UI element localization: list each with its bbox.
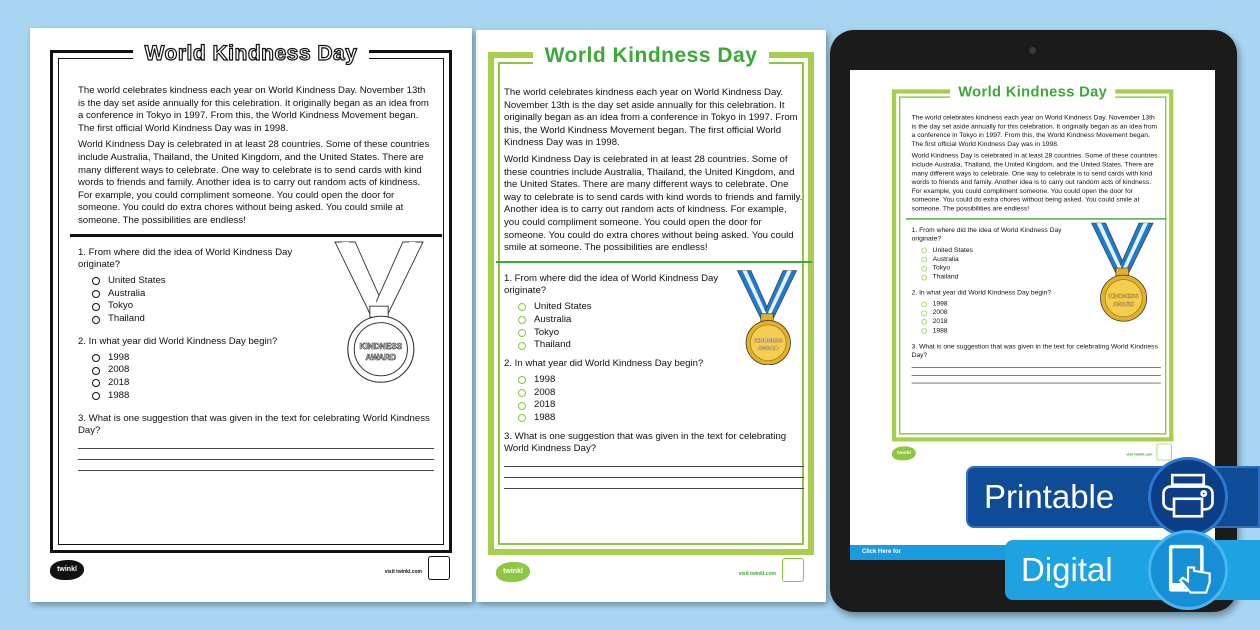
radio-circle-icon[interactable] <box>518 342 526 350</box>
twinkl-logo: twinkl <box>50 560 84 580</box>
questions-column <box>504 273 730 431</box>
paragraph-1: The world celebrates kindness each year on World Kindness Day. November 13th is the day set aside annually for this celebration. It originally began as an idea from a conference in Tokyo in 1997. From this, the World Kindness Movement began. The first official World Kindness Day was in 1998. <box>504 87 798 149</box>
radio-circle-icon[interactable] <box>92 277 100 285</box>
tablet-touch-icon <box>1148 530 1228 610</box>
question-3 <box>78 413 434 438</box>
question-1 <box>78 247 324 326</box>
option-label: 2008 <box>534 386 556 398</box>
answer-option[interactable] <box>518 374 730 387</box>
answer-option[interactable] <box>518 386 730 399</box>
answer-line[interactable] <box>504 488 804 489</box>
radio-circle-icon[interactable] <box>92 379 100 387</box>
radio-circle-icon[interactable] <box>921 266 927 272</box>
radio-circle-icon[interactable] <box>518 329 526 337</box>
option-label: 1988 <box>108 389 130 401</box>
question-text: 3. What is one suggestion that was given in the text for celebrating World Kindness Day? <box>78 412 430 437</box>
radio-circle-icon[interactable] <box>518 303 526 311</box>
answer-option[interactable] <box>921 246 1083 255</box>
radio-circle-icon[interactable] <box>92 392 100 400</box>
option-label: 2018 <box>534 399 556 411</box>
medal-text-1: KINDNESS <box>359 341 403 351</box>
footer-text: visit twinkl.com <box>738 571 776 577</box>
twinkl-logo: twinkl <box>496 562 530 582</box>
question-3 <box>912 343 1161 361</box>
medal-icon <box>730 265 804 365</box>
question-2 <box>504 358 730 425</box>
medal-icon <box>1084 216 1161 321</box>
answer-option[interactable] <box>921 327 1083 336</box>
quality-badge-icon <box>1157 444 1172 461</box>
radio-circle-icon[interactable] <box>518 414 526 422</box>
radio-circle-icon[interactable] <box>92 316 100 324</box>
answer-line[interactable] <box>78 459 434 460</box>
radio-circle-icon[interactable] <box>921 310 927 316</box>
option-label: 1988 <box>932 326 948 335</box>
worksheet-content <box>78 85 434 471</box>
footer-text: visit twinkl.com <box>1126 452 1153 457</box>
answer-option[interactable] <box>92 390 324 403</box>
question-text: 2. In what year did World Kindness Day begin? <box>504 358 704 370</box>
medal-text-2: AWARD <box>365 352 397 362</box>
paragraph-1: The world celebrates kindness each year on World Kindness Day. November 13th is the day set aside annually for this celebration. It originally began as an idea from a conference in Tokyo in 1997. From this, the World Kindness Movement began. The first official World Kindness Day was in 1998. <box>78 85 429 134</box>
option-label: 1998 <box>534 373 556 385</box>
answer-option[interactable] <box>92 288 324 301</box>
option-label: Tokyo <box>108 300 134 312</box>
option-label: United States <box>932 246 973 254</box>
digital-label: Digital <box>1021 551 1113 588</box>
option-label: 2018 <box>108 377 130 389</box>
option-label: Australia <box>534 313 572 325</box>
question-text: 2. In what year did World Kindness Day begin? <box>911 288 1052 297</box>
radio-circle-icon[interactable] <box>518 316 526 324</box>
medal-text-1: KINDNESS <box>1108 293 1139 300</box>
medal-text-2: AWARD <box>757 345 779 352</box>
answer-option[interactable] <box>921 309 1083 318</box>
worksheet-digital <box>878 74 1187 476</box>
radio-circle-icon[interactable] <box>518 402 526 410</box>
answer-line[interactable] <box>912 367 1161 368</box>
answer-option[interactable] <box>518 314 730 327</box>
answer-line[interactable] <box>504 466 804 467</box>
answer-option[interactable] <box>518 399 730 412</box>
questions-row <box>78 247 434 413</box>
option-label: Thailand <box>932 272 959 281</box>
answer-option[interactable] <box>92 352 324 365</box>
option-label: Thailand <box>108 313 145 325</box>
footer-text: visit twinkl.com <box>384 569 422 575</box>
question-3 <box>504 431 804 456</box>
option-label: 1988 <box>534 412 556 424</box>
medal-text-1: KINDNESS <box>753 338 783 345</box>
radio-circle-icon[interactable] <box>92 354 100 362</box>
questions-row <box>912 226 1161 342</box>
answer-option[interactable] <box>921 318 1083 327</box>
worksheet-title: World Kindness Day <box>476 44 826 68</box>
option-label: 2018 <box>932 317 948 326</box>
answer-option[interactable] <box>92 364 324 377</box>
radio-circle-icon[interactable] <box>921 248 927 254</box>
camera-icon <box>1029 47 1036 54</box>
radio-circle-icon[interactable] <box>921 301 927 307</box>
paragraph-1: The world celebrates kindness each year on World Kindness Day. November 13th is the day set aside annually for this celebration. It originally began as an idea from a conference in Tokyo in 1997. From this, the World Kindness Movement began. The first official World Kindness Day was in 1998. <box>911 113 1158 149</box>
section-divider <box>496 261 812 263</box>
answer-option[interactable] <box>518 327 730 340</box>
answer-option[interactable] <box>92 377 324 390</box>
quality-badge-icon <box>428 556 450 580</box>
answer-option[interactable] <box>921 300 1083 309</box>
answer-option[interactable] <box>92 313 324 326</box>
question-text: 1. From where did the idea of World Kindness Day originate? <box>78 246 293 271</box>
questions-row <box>504 273 804 431</box>
worksheet-printable-bw <box>30 28 472 602</box>
radio-circle-icon[interactable] <box>518 376 526 384</box>
option-label: 2008 <box>108 364 130 376</box>
option-label: Australia <box>108 287 146 299</box>
option-label: United States <box>108 274 166 286</box>
radio-circle-icon[interactable] <box>921 328 927 334</box>
printable-label: Printable <box>984 478 1115 515</box>
paragraph-2: World Kindness Day is celebrated in at least 28 countries. Some of these countries include Australia, Thailand, the United Kingdom, and the United States. There are many different ways to celebrate. One way to celebrate is to send cards with kind words to friends and family. Another idea is to carry out random acts of kindness. For example, you could compliment someone. You could open the door for someone. You could do extra chores without being asked. You could smile at someone. The possibilities are endless! <box>504 153 803 254</box>
questions-column <box>912 226 1084 342</box>
question-text: 1. From where did the idea of World Kindness Day originate? <box>911 226 1062 243</box>
radio-circle-icon[interactable] <box>921 275 927 281</box>
radio-circle-icon[interactable] <box>92 303 100 311</box>
question-2 <box>78 336 324 403</box>
worksheet-content <box>912 114 1161 383</box>
answer-line[interactable] <box>912 383 1161 384</box>
option-label: Tokyo <box>534 326 560 338</box>
radio-circle-icon[interactable] <box>518 389 526 397</box>
worksheet-printable-color <box>476 30 826 602</box>
question-2 <box>912 289 1084 336</box>
worksheet-title: World Kindness Day <box>30 42 472 66</box>
click-here-bar[interactable]: Click Here for <box>850 545 1215 560</box>
question-text: 3. What is one suggestion that was given in the text for celebrating World Kindness Day? <box>504 430 787 455</box>
printer-icon <box>1148 457 1228 537</box>
answer-line[interactable] <box>78 470 434 471</box>
answer-option[interactable] <box>518 339 730 352</box>
questions-column <box>78 247 324 413</box>
radio-circle-icon[interactable] <box>92 290 100 298</box>
medal-text-2: AWARD <box>1112 301 1135 308</box>
answer-option[interactable] <box>921 255 1083 264</box>
question-text: 1. From where did the idea of World Kindness Day originate? <box>504 272 719 297</box>
option-label: Thailand <box>534 339 571 351</box>
option-label: 2008 <box>932 308 948 317</box>
answer-option[interactable] <box>921 273 1083 282</box>
option-label: Australia <box>932 255 959 263</box>
medal-icon <box>324 233 434 383</box>
answer-line[interactable] <box>78 448 434 449</box>
question-1 <box>504 273 730 352</box>
twinkl-logo: twinkl <box>892 446 916 460</box>
option-label: Tokyo <box>932 263 951 272</box>
paragraph-2: World Kindness Day is celebrated in at least 28 countries. Some of these countries include Australia, Thailand, the United Kingdom, and the United States. There are many different ways to celebrate. One way to celebrate is to send cards with kind words to friends and family. Another idea is to carry out random acts of kindness. For example, you could compliment someone. You could open the door for someone. You could do extra chores without being asked. You could smile at someone. The possibilities are endless! <box>911 151 1158 213</box>
answer-option[interactable] <box>518 301 730 314</box>
quality-badge-icon <box>782 558 804 582</box>
worksheet-content <box>504 87 804 489</box>
radio-circle-icon[interactable] <box>921 257 927 263</box>
answer-option[interactable] <box>92 275 324 288</box>
answer-option[interactable] <box>921 264 1083 273</box>
answer-option[interactable] <box>92 300 324 313</box>
paragraph-2: World Kindness Day is celebrated in at least 28 countries. Some of these countries include Australia, Thailand, the United Kingdom, and the United States. There are many different ways to celebrate. One way to celebrate is to send cards with kind words to friends and family. Another idea is to carry out random acts of kindness. For example, you could compliment someone. You could open the door for someone. You could do extra chores without being asked. You could smile at someone. The possibilities are endless! <box>78 139 430 226</box>
answer-line[interactable] <box>912 375 1161 376</box>
question-1 <box>912 226 1084 282</box>
answer-option[interactable] <box>518 412 730 425</box>
option-label: 1998 <box>932 299 948 308</box>
worksheet-title: World Kindness Day <box>878 84 1187 101</box>
option-label: United States <box>534 301 592 312</box>
radio-circle-icon[interactable] <box>92 367 100 375</box>
option-label: 1998 <box>108 351 130 363</box>
question-text: 3. What is one suggestion that was given in the text for celebrating World Kindness Day? <box>911 342 1158 360</box>
radio-circle-icon[interactable] <box>921 319 927 325</box>
question-text: 2. In what year did World Kindness Day begin? <box>78 335 278 347</box>
answer-line[interactable] <box>504 477 804 478</box>
